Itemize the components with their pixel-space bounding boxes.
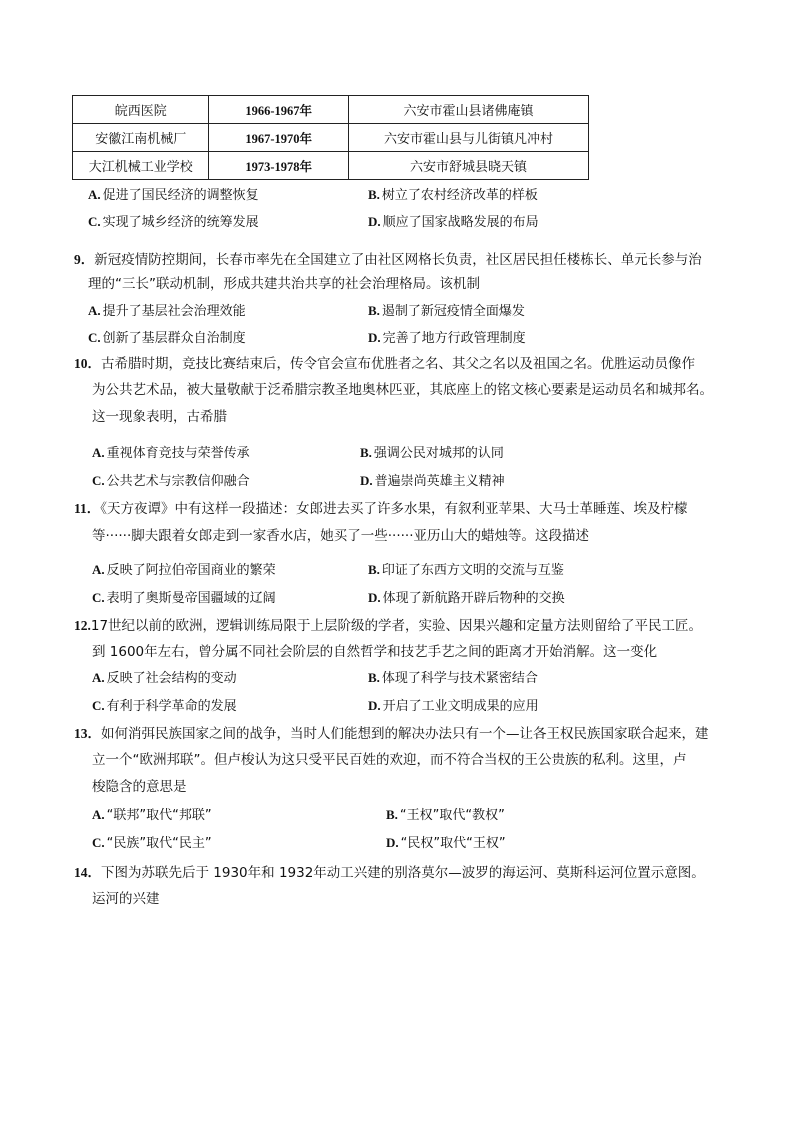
- q11-option-c[interactable]: C. 表明了奥斯曼帝国疆域的辽阔: [92, 590, 276, 606]
- q11-stem-line-1: 11．《天方夜谭》中有这样一段描述：女郎进去买了许多水果，有叙利亚苹果、大马士革睡莲、埃及柠檬: [74, 501, 688, 517]
- q13-stem-line-2: 立一个“欧洲邦联”。但卢梭认为这只受平民百姓的欢迎，而不符合当权的王公贵族的私利。这里，卢: [92, 752, 687, 768]
- q12-stem-line-2: 到 1600年左右，曾分属不同社会阶层的自然哲学和技艺手艺之间的距离才开始消解。这一变化: [92, 644, 658, 660]
- factory-relocation-table: [72, 95, 589, 180]
- table-row: [73, 152, 589, 180]
- table-cell: 安徽江南机械厂: [73, 124, 209, 152]
- q11-option-d[interactable]: D. 体现了新航路开辟后物种的交换: [368, 590, 565, 606]
- q8-option-b[interactable]: B. 树立了农村经济改革的样板: [368, 187, 538, 203]
- q12-stem-line-1: 12.17世纪以前的欧洲，逻辑训练局限于上层阶级的学者，实验、因果兴趣和定量方法则留给了平民工匠。: [74, 618, 703, 634]
- q10-option-b[interactable]: B. 强调公民对城邦的认同: [360, 445, 504, 461]
- q10-number: 10．: [74, 356, 101, 371]
- q9-stem-line-1: 9．新冠疫情防控期间，长春市率先在全国建立了由社区网格长负责，社区居民担任楼栋长、单元长参与治: [74, 252, 702, 268]
- table-cell: 六安市舒城县晓天镇: [348, 152, 588, 180]
- q13-option-d[interactable]: D. “民权”取代“王权”: [386, 835, 506, 851]
- q14-stem-line-2: 运河的兴建: [92, 891, 160, 907]
- table-cell: 1967-1970年: [209, 124, 349, 152]
- q14-number: 14．: [74, 865, 101, 880]
- q11-number: 11．: [74, 501, 101, 516]
- q12-option-d[interactable]: D. 开启了工业文明成果的应用: [368, 698, 539, 714]
- q14-stem-line-1: 14．下图为苏联先后于 1930年和 1932年动工兴建的别洛莫尔—波罗的海运河、莫斯科运河位置示意图。: [74, 865, 705, 881]
- q13-stem-line-3: 梭隐含的意思是: [92, 779, 187, 795]
- q11-option-a[interactable]: A. 反映了阿拉伯帝国商业的繁荣: [92, 562, 276, 578]
- table-cell: 六安市霍山县与儿街镇凡冲村: [348, 124, 588, 152]
- q13-option-c[interactable]: C. “民族”取代“民主”: [92, 835, 212, 851]
- q12-option-b[interactable]: B. 体现了科学与技术紧密结合: [368, 670, 538, 686]
- q13-stem-line-1: 13．如何消弭民族国家之间的战争，当时人们能想到的解决办法只有一个—让各王权民族国家联合起来，建: [74, 726, 709, 742]
- q10-stem-line-1: 10．古希腊时期，竞技比赛结束后，传令官会宣布优胜者之名、其父之名以及祖国之名。优胜运动员像作: [74, 356, 695, 372]
- q13-number: 13．: [74, 726, 101, 741]
- q12-option-c[interactable]: C. 有利于科学革命的发展: [92, 698, 237, 714]
- table-row: [73, 96, 589, 124]
- table-cell: 1973-1978年: [209, 152, 349, 180]
- q10-option-d[interactable]: D. 普遍崇尚英雄主义精神: [360, 473, 505, 489]
- q9-option-b[interactable]: B. 遏制了新冠疫情全面爆发: [368, 303, 525, 319]
- q13-option-a[interactable]: A. “联邦”取代“邦联”: [92, 807, 212, 823]
- q9-stem-line-2: 理的“三长”联动机制，形成共建共治共享的社会治理格局。该机制: [88, 276, 480, 292]
- table-row: [73, 124, 589, 152]
- q13-option-b[interactable]: B. “王权”取代“教权”: [386, 807, 505, 823]
- table-cell: 皖西医院: [73, 96, 209, 124]
- q10-option-c[interactable]: C. 公共艺术与宗教信仰融合: [92, 473, 250, 489]
- q8-option-c[interactable]: C. 实现了城乡经济的统筹发展: [88, 214, 259, 230]
- q10-stem-line-3: 这一现象表明，古希腊: [92, 409, 227, 425]
- q11-option-b[interactable]: B. 印证了东西方文明的交流与互鉴: [368, 562, 564, 578]
- q8-option-a[interactable]: A. 促进了国民经济的调整恢复: [88, 187, 259, 203]
- q10-option-a[interactable]: A. 重视体育竞技与荣誉传承: [92, 445, 250, 461]
- q9-option-c[interactable]: C. 创新了基层群众自治制度: [88, 330, 246, 346]
- q12-number: 12.: [74, 618, 91, 633]
- table-cell: 六安市霍山县诸佛庵镇: [348, 96, 588, 124]
- q8-option-d[interactable]: D. 顺应了国家战略发展的布局: [368, 214, 539, 230]
- table-cell: 1966-1967年: [209, 96, 349, 124]
- table-cell: 大江机械工业学校: [73, 152, 209, 180]
- q10-stem-line-2: 为公共艺术品，被大量敬献于泛希腊宗教圣地奥林匹亚，其底座上的铭文核心要素是运动员名和城邦名。: [92, 382, 713, 398]
- q12-option-a[interactable]: A. 反映了社会结构的变动: [92, 670, 237, 686]
- q11-stem-line-2: 等······脚夫跟着女郎走到一家香水店，她买了一些······亚历山大的蜡烛等。这段描述: [92, 528, 589, 544]
- q9-option-d[interactable]: D. 完善了地方行政管理制度: [368, 330, 526, 346]
- q9-option-a[interactable]: A. 提升了基层社会治理效能: [88, 303, 246, 319]
